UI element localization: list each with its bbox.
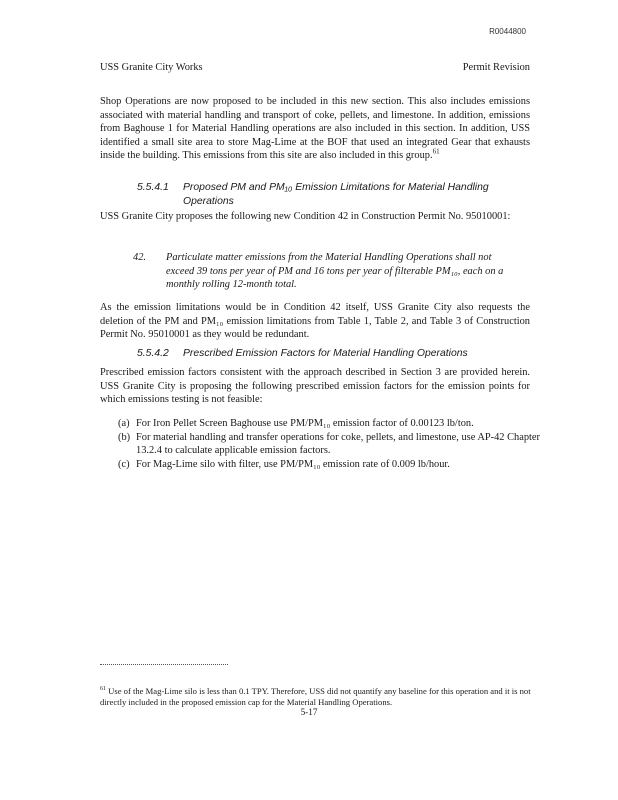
- paragraph-deletion-request: As the emission limitations would be in Condition 42 itself, USS Granite City also requests the deletion of the PM and PM₁₀ emission limitations from Table 1, Table 2, and Table 3 of Construction Permit No. 95010001 as they would be redundant.: [100, 302, 530, 341]
- paragraph-shop-operations: [100, 95, 530, 163]
- header-right: Permit Revision: [462, 62, 530, 73]
- list-item-text: For Mag-Lime silo with filter, use PM/PM₁₀ emission rate of 0.009 lb/hour.: [136, 458, 450, 470]
- section-heading-5-5-4-2: [137, 347, 537, 361]
- document-id: R0044800: [489, 27, 526, 36]
- list-item-label: (c): [118, 458, 130, 470]
- paragraph-emission-factors: Prescribed emission factors consistent with the approach described in Section 3 are provided herein. USS Granite City is proposing the following prescribed emission factors for the emission points for which emissions testing is not feasible:: [100, 367, 530, 406]
- section-title-line2: Operations: [183, 195, 234, 207]
- section-number: 5.5.4.1: [137, 182, 169, 193]
- section-number: 5.5.4.2: [137, 348, 169, 359]
- list-item-text: For material handling and transfer operations for coke, pellets, and limestone, use AP-42 Chapter 13.2.4 to calculate applicable emission factors.: [136, 431, 540, 457]
- page-number: 5-17: [300, 707, 318, 717]
- condition-text: Particulate matter emissions from the Material Handling Operations shall not exceed 39 tons per year of PM and 16 tons per year of filterable PM₁₀, each on a monthly rolling 12-month total.: [166, 252, 504, 291]
- footnote-divider: [100, 664, 228, 665]
- section-title-line1: Proposed PM and PM₁₀ Emission Limitations for Material Handling: [183, 182, 489, 193]
- footnote-reference: 61: [432, 147, 440, 156]
- list-item: [118, 431, 548, 458]
- header-left: USS Granite City Works: [100, 62, 203, 73]
- list-item-label: (a): [118, 418, 130, 429]
- condition-number: 42.: [133, 252, 146, 263]
- paragraph-condition-intro: USS Granite City proposes the following new Condition 42 in Construction Permit No. 95010001:: [100, 211, 511, 222]
- footnote-number: 61: [100, 686, 106, 693]
- emission-factor-list: [118, 417, 548, 471]
- list-item: [118, 417, 548, 431]
- section-heading-5-5-4-1: [137, 181, 537, 208]
- list-item: [118, 458, 548, 472]
- paragraph-shop-operations-text: Shop Operations are now proposed to be included in this new section. This also includes emissions associated with material handling and transport of coke, pellets, and limestone. In addition, emissions from Baghouse 1 for Material Handling operations are also included in this section. In addition, USS identified a small site area to store Mag-Lime at the BOF that used an integrated Gear that exhausts inside the building. This emissions from this site are also included in this group.: [100, 96, 530, 162]
- list-item-label: (b): [118, 431, 131, 443]
- section-title: Prescribed Emission Factors for Material Handling Operations: [183, 348, 468, 359]
- list-item-text: For Iron Pellet Screen Baghouse use PM/PM₁₀ emission factor of 0.00123 lb/ton.: [136, 418, 474, 429]
- footnote: [100, 686, 540, 708]
- footnote-text: Use of the Mag-Lime silo is less than 0.1 TPY. Therefore, USS did not quantify any baseline for this operation and it is not directly included in the proposed emission cap for the Material Handling Operations.: [100, 686, 531, 707]
